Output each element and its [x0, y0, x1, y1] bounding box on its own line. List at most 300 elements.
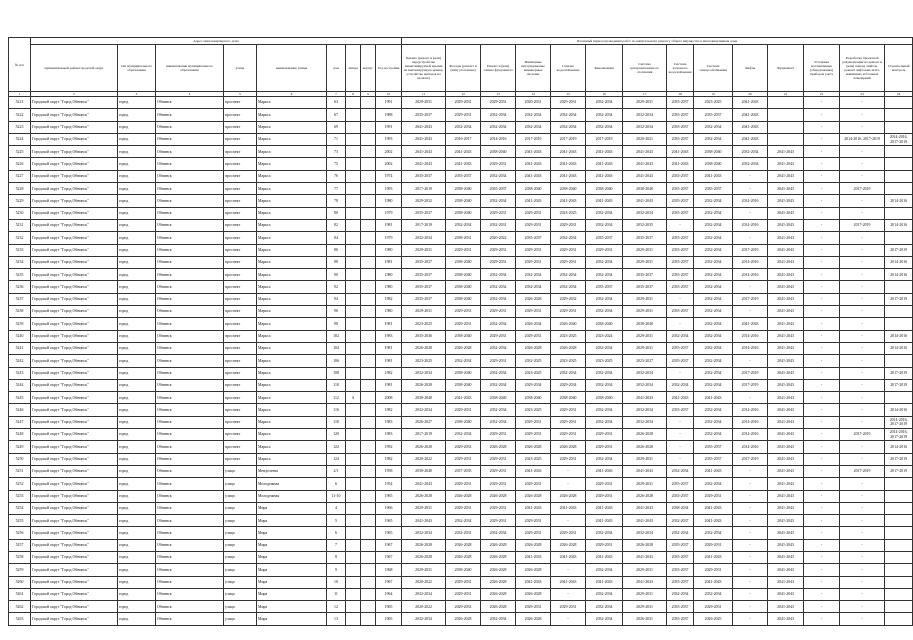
street-type-cell: улица	[224, 588, 257, 600]
facade-period-cell: 2029-2031	[446, 576, 481, 588]
header-internal: Жилищные внутридомовые инженерные системы	[516, 45, 551, 92]
sewer-period-cell: 2041-2043	[586, 158, 623, 170]
street-type-cell: проспект	[224, 256, 257, 268]
roof-period-cell: 2017-2019	[402, 183, 446, 195]
row-number-cell: 5256	[9, 527, 31, 539]
street-name-cell: Маркса	[257, 183, 327, 195]
house-number-cell: 102	[327, 330, 346, 342]
hot-water-period-cell: 2032-2034	[551, 269, 586, 281]
settlement-name-cell: Обнинск	[156, 441, 224, 453]
build-year-cell: 1965	[376, 490, 402, 502]
table-row	[9, 502, 913, 514]
column-index-cell: 10	[376, 92, 402, 97]
metering-period-cell: -	[804, 613, 840, 625]
metering-period-cell: -	[804, 539, 840, 551]
lifts-period-cell: -	[733, 515, 768, 527]
header-house: дом	[327, 45, 346, 92]
municipal-district-cell: Городской округ "Город Обнинск"	[31, 490, 118, 502]
house-letter-cell	[346, 195, 361, 207]
metering-period-cell: -	[804, 453, 840, 465]
control-period-cell: 2014-2016, 2017-2019	[885, 416, 913, 428]
build-year-cell: 1966	[376, 502, 402, 514]
roof-period-cell: 2017-2019	[402, 219, 446, 231]
basement-period-cell	[768, 121, 804, 133]
municipal-district-cell: Городской округ "Город Обнинск"	[31, 355, 118, 367]
row-number-cell: 5261	[9, 588, 31, 600]
header-plan-group: Плановый период проведения работ по капитальному ремонту общего имущества в многоквартирном доме	[402, 38, 913, 45]
heating-period-cell: 2029-2031	[623, 256, 667, 268]
sewer-period-cell: 2038-2040	[586, 318, 623, 330]
street-name-cell: Маркса	[257, 318, 327, 330]
column-index-cell: 12	[446, 92, 481, 97]
cold-water-period-cell: 2035-2037	[667, 269, 694, 281]
design-period-cell: -	[840, 564, 885, 576]
foundation-period-cell: 2032-2034	[481, 527, 516, 539]
house-korpus-cell	[361, 576, 376, 588]
cold-water-period-cell: 2035-2037	[667, 613, 694, 625]
foundation-period-cell: 2032-2034	[481, 269, 516, 281]
design-period-cell: -	[840, 158, 885, 170]
internal-systems-period-cell: 2029-2031	[516, 515, 551, 527]
foundation-period-cell: 2029-2031	[481, 330, 516, 342]
house-number-cell: 86	[327, 244, 346, 256]
basement-period-cell	[768, 133, 804, 145]
house-letter-cell	[346, 551, 361, 563]
municipality-type-cell: город	[118, 588, 156, 600]
metering-period-cell: -	[804, 170, 840, 182]
municipality-type-cell: город	[118, 416, 156, 428]
sewer-period-cell: 2029-2031	[586, 539, 623, 551]
control-period-cell	[885, 613, 913, 625]
facade-period-cell: 2038-2040	[446, 207, 481, 219]
lifts-period-cell: 2041-2043	[733, 133, 768, 145]
settlement-name-cell: Обнинск	[156, 367, 224, 379]
house-number-cell: 67	[327, 109, 346, 121]
cold-water-period-cell: 2035-2037	[667, 551, 694, 563]
street-name-cell: Маркса	[257, 170, 327, 182]
municipal-district-cell: Городской округ "Город Обнинск"	[31, 404, 118, 416]
control-period-cell	[885, 601, 913, 613]
foundation-period-cell: 2029-2031	[481, 453, 516, 465]
basement-period-cell: 2041-2043	[768, 588, 804, 600]
hot-water-period-cell: -	[551, 564, 586, 576]
heating-period-cell: 2032-2034	[623, 207, 667, 219]
facade-period-cell: 2029-2031	[446, 502, 481, 514]
build-year-cell: 1968	[376, 564, 402, 576]
foundation-period-cell: 2029-2031	[481, 244, 516, 256]
table-row	[9, 564, 913, 576]
basement-period-cell: 2041-2043	[768, 465, 804, 477]
basement-period-cell	[768, 97, 804, 109]
settlement-name-cell: Обнинск	[156, 416, 224, 428]
street-name-cell: Мира	[257, 601, 327, 613]
street-name-cell: Маркса	[257, 256, 327, 268]
street-name-cell: Маркса	[257, 121, 327, 133]
lifts-period-cell: 2014-2016	[733, 404, 768, 416]
roof-period-cell: 2041-2043	[402, 515, 446, 527]
facade-period-cell: 2038-2040	[446, 379, 481, 391]
street-name-cell: Маркса	[257, 441, 327, 453]
metering-period-cell: -	[804, 121, 840, 133]
metering-period-cell: -	[804, 293, 840, 305]
build-year-cell: 1980	[376, 195, 402, 207]
settlement-name-cell: Обнинск	[156, 465, 224, 477]
lifts-period-cell: -	[733, 502, 768, 514]
heating-period-cell: 2026-2028	[623, 429, 667, 441]
internal-systems-period-cell: 2038-2040	[516, 392, 551, 404]
sewer-period-cell: 2032-2034	[586, 207, 623, 219]
metering-period-cell: -	[804, 219, 840, 231]
metering-period-cell: -	[804, 588, 840, 600]
street-name-cell: Маркса	[257, 269, 327, 281]
roof-period-cell: 2026-2028	[402, 441, 446, 453]
internal-systems-period-cell: 2032-2034	[516, 121, 551, 133]
hot-water-period-cell: -	[551, 465, 586, 477]
house-korpus-cell	[361, 269, 376, 281]
foundation-period-cell: 2026-2028	[481, 601, 516, 613]
house-korpus-cell	[361, 379, 376, 391]
house-letter-cell	[346, 158, 361, 170]
row-number-cell: 5237	[9, 293, 31, 305]
build-year-cell: 1965	[376, 601, 402, 613]
municipal-district-cell: Городской округ "Город Обнинск"	[31, 330, 118, 342]
basement-period-cell: 2041-2043	[768, 379, 804, 391]
municipality-type-cell: город	[118, 441, 156, 453]
heating-period-cell: 2032-2034	[623, 404, 667, 416]
sewer-period-cell: 2032-2034	[586, 109, 623, 121]
internal-systems-period-cell: 2029-2031	[516, 219, 551, 231]
house-korpus-cell	[361, 146, 376, 158]
design-period-cell: -	[840, 404, 885, 416]
power-period-cell: 2029-2031	[694, 601, 733, 613]
hot-water-period-cell: 2029-2034	[551, 379, 586, 391]
house-korpus-cell	[361, 330, 376, 342]
row-number-cell: 5233	[9, 244, 31, 256]
street-name-cell: Маркса	[257, 293, 327, 305]
roof-period-cell: 2035-2037	[402, 170, 446, 182]
power-period-cell: 2041-2043	[694, 515, 733, 527]
table-row	[9, 416, 913, 428]
house-korpus-cell	[361, 293, 376, 305]
foundation-period-cell: 2032-2034	[481, 109, 516, 121]
sewer-period-cell: 2023-2024	[586, 330, 623, 342]
lifts-period-cell: -	[733, 576, 768, 588]
power-period-cell: 2032-2034	[694, 293, 733, 305]
internal-systems-period-cell: 2026-2028	[516, 490, 551, 502]
facade-period-cell: 2029-2031	[446, 97, 481, 109]
facade-period-cell: 2038-2040	[446, 293, 481, 305]
settlement-name-cell: Обнинск	[156, 146, 224, 158]
municipal-district-cell: Городской округ "Город Обнинск"	[31, 244, 118, 256]
metering-period-cell: -	[804, 564, 840, 576]
street-type-cell: проспект	[224, 207, 257, 219]
hot-water-period-cell: 2026-2028	[551, 490, 586, 502]
column-index-cell: 23	[840, 92, 885, 97]
house-letter-cell	[346, 490, 361, 502]
heating-period-cell: 2026-2028	[623, 539, 667, 551]
street-name-cell: Маркса	[257, 133, 327, 145]
street-type-cell: проспект	[224, 355, 257, 367]
municipality-type-cell: город	[118, 404, 156, 416]
header-lifts: Лифты	[733, 45, 768, 92]
house-number-cell: 88	[327, 256, 346, 268]
control-period-cell	[885, 515, 913, 527]
basement-period-cell: 2041-2043	[768, 478, 804, 490]
street-name-cell: Мира	[257, 551, 327, 563]
street-name-cell: Маркса	[257, 219, 327, 231]
foundation-period-cell: 2029-2031	[481, 355, 516, 367]
municipal-district-cell: Городской округ "Город Обнинск"	[31, 219, 118, 231]
street-name-cell: Менделеева	[257, 465, 327, 477]
design-period-cell: -	[840, 97, 885, 109]
header-settlement: наименование муниципального образования	[156, 45, 224, 92]
settlement-name-cell: Обнинск	[156, 244, 224, 256]
house-letter-cell	[346, 601, 361, 613]
roof-period-cell: 2029-2031	[402, 306, 446, 318]
metering-period-cell: -	[804, 269, 840, 281]
heating-period-cell: 2029-2031	[623, 588, 667, 600]
cold-water-period-cell: 2035-2037	[667, 478, 694, 490]
control-period-cell: 2017-2019	[885, 379, 913, 391]
basement-period-cell: 2041-2043	[768, 207, 804, 219]
internal-systems-period-cell: 2023-2025	[516, 367, 551, 379]
lifts-period-cell: -	[733, 207, 768, 219]
design-period-cell: -	[840, 490, 885, 502]
cold-water-period-cell: 2035-2037	[667, 133, 694, 145]
heating-period-cell: 2041-2043	[623, 158, 667, 170]
internal-systems-period-cell: 2038-2040	[516, 183, 551, 195]
table-row	[9, 306, 913, 318]
metering-period-cell: -	[804, 416, 840, 428]
basement-period-cell: 2041-2043	[768, 551, 804, 563]
house-korpus-cell	[361, 478, 376, 490]
control-period-cell	[885, 355, 913, 367]
hot-water-period-cell: 2032-2034	[551, 367, 586, 379]
roof-period-cell: 2026-2028	[402, 539, 446, 551]
control-period-cell	[885, 232, 913, 244]
sewer-period-cell: 2023-2025	[586, 355, 623, 367]
internal-systems-period-cell: 2041-2043	[516, 465, 551, 477]
hot-water-period-cell: -	[551, 588, 586, 600]
municipality-type-cell: город	[118, 207, 156, 219]
design-period-cell: -	[840, 269, 885, 281]
roof-period-cell: 2032-2034	[402, 232, 446, 244]
settlement-name-cell: Обнинск	[156, 183, 224, 195]
street-type-cell: улица	[224, 515, 257, 527]
house-number-cell: 63	[327, 97, 346, 109]
lifts-period-cell: -	[733, 478, 768, 490]
power-period-cell: 2023-2025	[694, 97, 733, 109]
control-period-cell	[885, 183, 913, 195]
house-letter-cell	[346, 564, 361, 576]
foundation-period-cell: 2029-2031	[481, 306, 516, 318]
heating-period-cell: 2029-2031	[623, 293, 667, 305]
sewer-period-cell: 2032-2034	[586, 588, 623, 600]
build-year-cell: 1991	[376, 97, 402, 109]
municipality-type-cell: город	[118, 465, 156, 477]
facade-period-cell: 2038-2040	[446, 256, 481, 268]
row-number-cell: 5253	[9, 490, 31, 502]
municipality-type-cell: город	[118, 183, 156, 195]
cold-water-period-cell: -	[667, 293, 694, 305]
basement-period-cell: 2041-2043	[768, 318, 804, 330]
power-period-cell: 2038-2040	[694, 158, 733, 170]
street-type-cell: проспект	[224, 97, 257, 109]
power-period-cell: 2026-2025	[694, 613, 733, 625]
house-korpus-cell	[361, 207, 376, 219]
street-name-cell: Мира	[257, 564, 327, 576]
settlement-name-cell: Обнинск	[156, 109, 224, 121]
municipality-type-cell: город	[118, 490, 156, 502]
metering-period-cell: -	[804, 392, 840, 404]
table-row	[9, 588, 913, 600]
internal-systems-period-cell: 2029-2031	[516, 601, 551, 613]
municipal-district-cell: Городской округ "Город Обнинск"	[31, 392, 118, 404]
lifts-period-cell: -	[733, 601, 768, 613]
house-korpus-cell	[361, 342, 376, 354]
house-number-cell: 76	[327, 170, 346, 182]
facade-period-cell: 2029-2031	[446, 453, 481, 465]
row-number-cell: 5241	[9, 342, 31, 354]
sewer-period-cell: 2041-2043	[586, 515, 623, 527]
municipal-district-cell: Городской округ "Город Обнинск"	[31, 551, 118, 563]
power-period-cell: 2032-2034	[694, 133, 733, 145]
column-index-cell: 22	[804, 92, 840, 97]
power-period-cell: 2032-2034	[694, 281, 733, 293]
build-year-cell: 1982	[376, 293, 402, 305]
facade-period-cell: 2038-2040	[446, 416, 481, 428]
house-letter-cell	[346, 269, 361, 281]
build-year-cell: 1983	[376, 429, 402, 441]
build-year-cell: 1965	[376, 515, 402, 527]
power-period-cell: 2029-2031	[694, 564, 733, 576]
facade-period-cell: 2029-2031	[446, 404, 481, 416]
basement-period-cell: 2041-2043	[768, 515, 804, 527]
row-number-cell: 5257	[9, 539, 31, 551]
foundation-period-cell: 2020-2022	[481, 232, 516, 244]
roof-period-cell: 2041-2043	[402, 158, 446, 170]
table-row	[9, 404, 913, 416]
roof-period-cell: 2041-2043	[402, 133, 446, 145]
municipality-type-cell: город	[118, 478, 156, 490]
sewer-period-cell: 2032-2034	[586, 613, 623, 625]
municipal-district-cell: Городской округ "Город Обнинск"	[31, 576, 118, 588]
power-period-cell: 2041-2043	[694, 170, 733, 182]
house-korpus-cell	[361, 219, 376, 231]
house-letter-cell	[346, 539, 361, 551]
metering-period-cell: -	[804, 244, 840, 256]
metering-period-cell: -	[804, 502, 840, 514]
table-row	[9, 342, 913, 354]
municipal-district-cell: Городской округ "Город Обнинск"	[31, 588, 118, 600]
control-period-cell	[885, 564, 913, 576]
street-type-cell: улица	[224, 527, 257, 539]
sewer-period-cell: 2041-2043	[586, 576, 623, 588]
house-korpus-cell	[361, 539, 376, 551]
heating-period-cell: 2038-2040	[623, 183, 667, 195]
metering-period-cell: -	[804, 97, 840, 109]
row-number-cell: 5248	[9, 429, 31, 441]
municipality-type-cell: город	[118, 392, 156, 404]
row-number-cell: 5245	[9, 392, 31, 404]
internal-systems-period-cell: 2041-2043	[516, 146, 551, 158]
street-name-cell: Мира	[257, 527, 327, 539]
heating-period-cell: 2038-2040	[623, 318, 667, 330]
build-year-cell: 1981	[376, 219, 402, 231]
row-number-cell: 5227	[9, 170, 31, 182]
house-letter-cell	[346, 109, 361, 121]
metering-period-cell: -	[804, 183, 840, 195]
table-row	[9, 551, 913, 563]
heating-period-cell: 2032-2034	[623, 379, 667, 391]
column-index-cell: 8	[346, 92, 361, 97]
table-row	[9, 601, 913, 613]
design-period-cell: -	[840, 170, 885, 182]
lifts-period-cell: -	[733, 539, 768, 551]
basement-period-cell: 2041-2043	[768, 527, 804, 539]
street-name-cell: Мира	[257, 515, 327, 527]
design-period-cell: -	[840, 601, 885, 613]
metering-period-cell: -	[804, 330, 840, 342]
heating-period-cell: 2041-2043	[623, 502, 667, 514]
internal-systems-period-cell: 2029-2031	[516, 207, 551, 219]
sewer-period-cell: 2041-2043	[586, 502, 623, 514]
basement-period-cell: 2041-2043	[768, 281, 804, 293]
cold-water-period-cell: 2035-2037	[667, 97, 694, 109]
roof-period-cell: 2023-2025	[402, 355, 446, 367]
metering-period-cell: -	[804, 133, 840, 145]
control-period-cell	[885, 306, 913, 318]
municipal-district-cell: Городской округ "Город Обнинск"	[31, 527, 118, 539]
basement-period-cell: 2041-2043	[768, 219, 804, 231]
control-period-cell: 2017-2019	[885, 244, 913, 256]
metering-period-cell: -	[804, 306, 840, 318]
basement-period-cell: 2041-2043	[768, 293, 804, 305]
house-number-cell: 108	[327, 367, 346, 379]
foundation-period-cell: 2032-2034	[481, 379, 516, 391]
design-period-cell: -	[840, 256, 885, 268]
street-type-cell: проспект	[224, 404, 257, 416]
power-period-cell: 2041-2043	[694, 392, 733, 404]
internal-systems-period-cell: 2032-2034	[516, 109, 551, 121]
control-period-cell: 2014-2016	[885, 404, 913, 416]
design-period-cell: -	[840, 502, 885, 514]
column-index-cell: 3	[118, 92, 156, 97]
row-number-cell: 5242	[9, 355, 31, 367]
municipal-district-cell: Городской округ "Город Обнинск"	[31, 379, 118, 391]
internal-systems-period-cell: 2029-2031	[516, 416, 551, 428]
cold-water-period-cell: 2035-2037	[667, 121, 694, 133]
table-row	[9, 281, 913, 293]
column-index-cell: 13	[481, 92, 516, 97]
house-letter-cell	[346, 429, 361, 441]
design-period-cell: -	[840, 441, 885, 453]
facade-period-cell: 2037-2035	[446, 465, 481, 477]
cold-water-period-cell: -	[667, 318, 694, 330]
metering-period-cell: -	[804, 355, 840, 367]
hot-water-period-cell: 2029-2032	[551, 293, 586, 305]
cold-water-period-cell: 2035-2037	[667, 256, 694, 268]
municipality-type-cell: город	[118, 539, 156, 551]
row-number-cell: 5260	[9, 576, 31, 588]
header-street-name: наименование улицы	[257, 45, 327, 92]
lifts-period-cell: 2014-2016	[733, 219, 768, 231]
facade-period-cell: 2029-2031	[446, 588, 481, 600]
municipality-type-cell: город	[118, 613, 156, 625]
table-row	[9, 613, 913, 625]
hot-water-period-cell: 2029-2031	[551, 601, 586, 613]
house-korpus-cell	[361, 429, 376, 441]
